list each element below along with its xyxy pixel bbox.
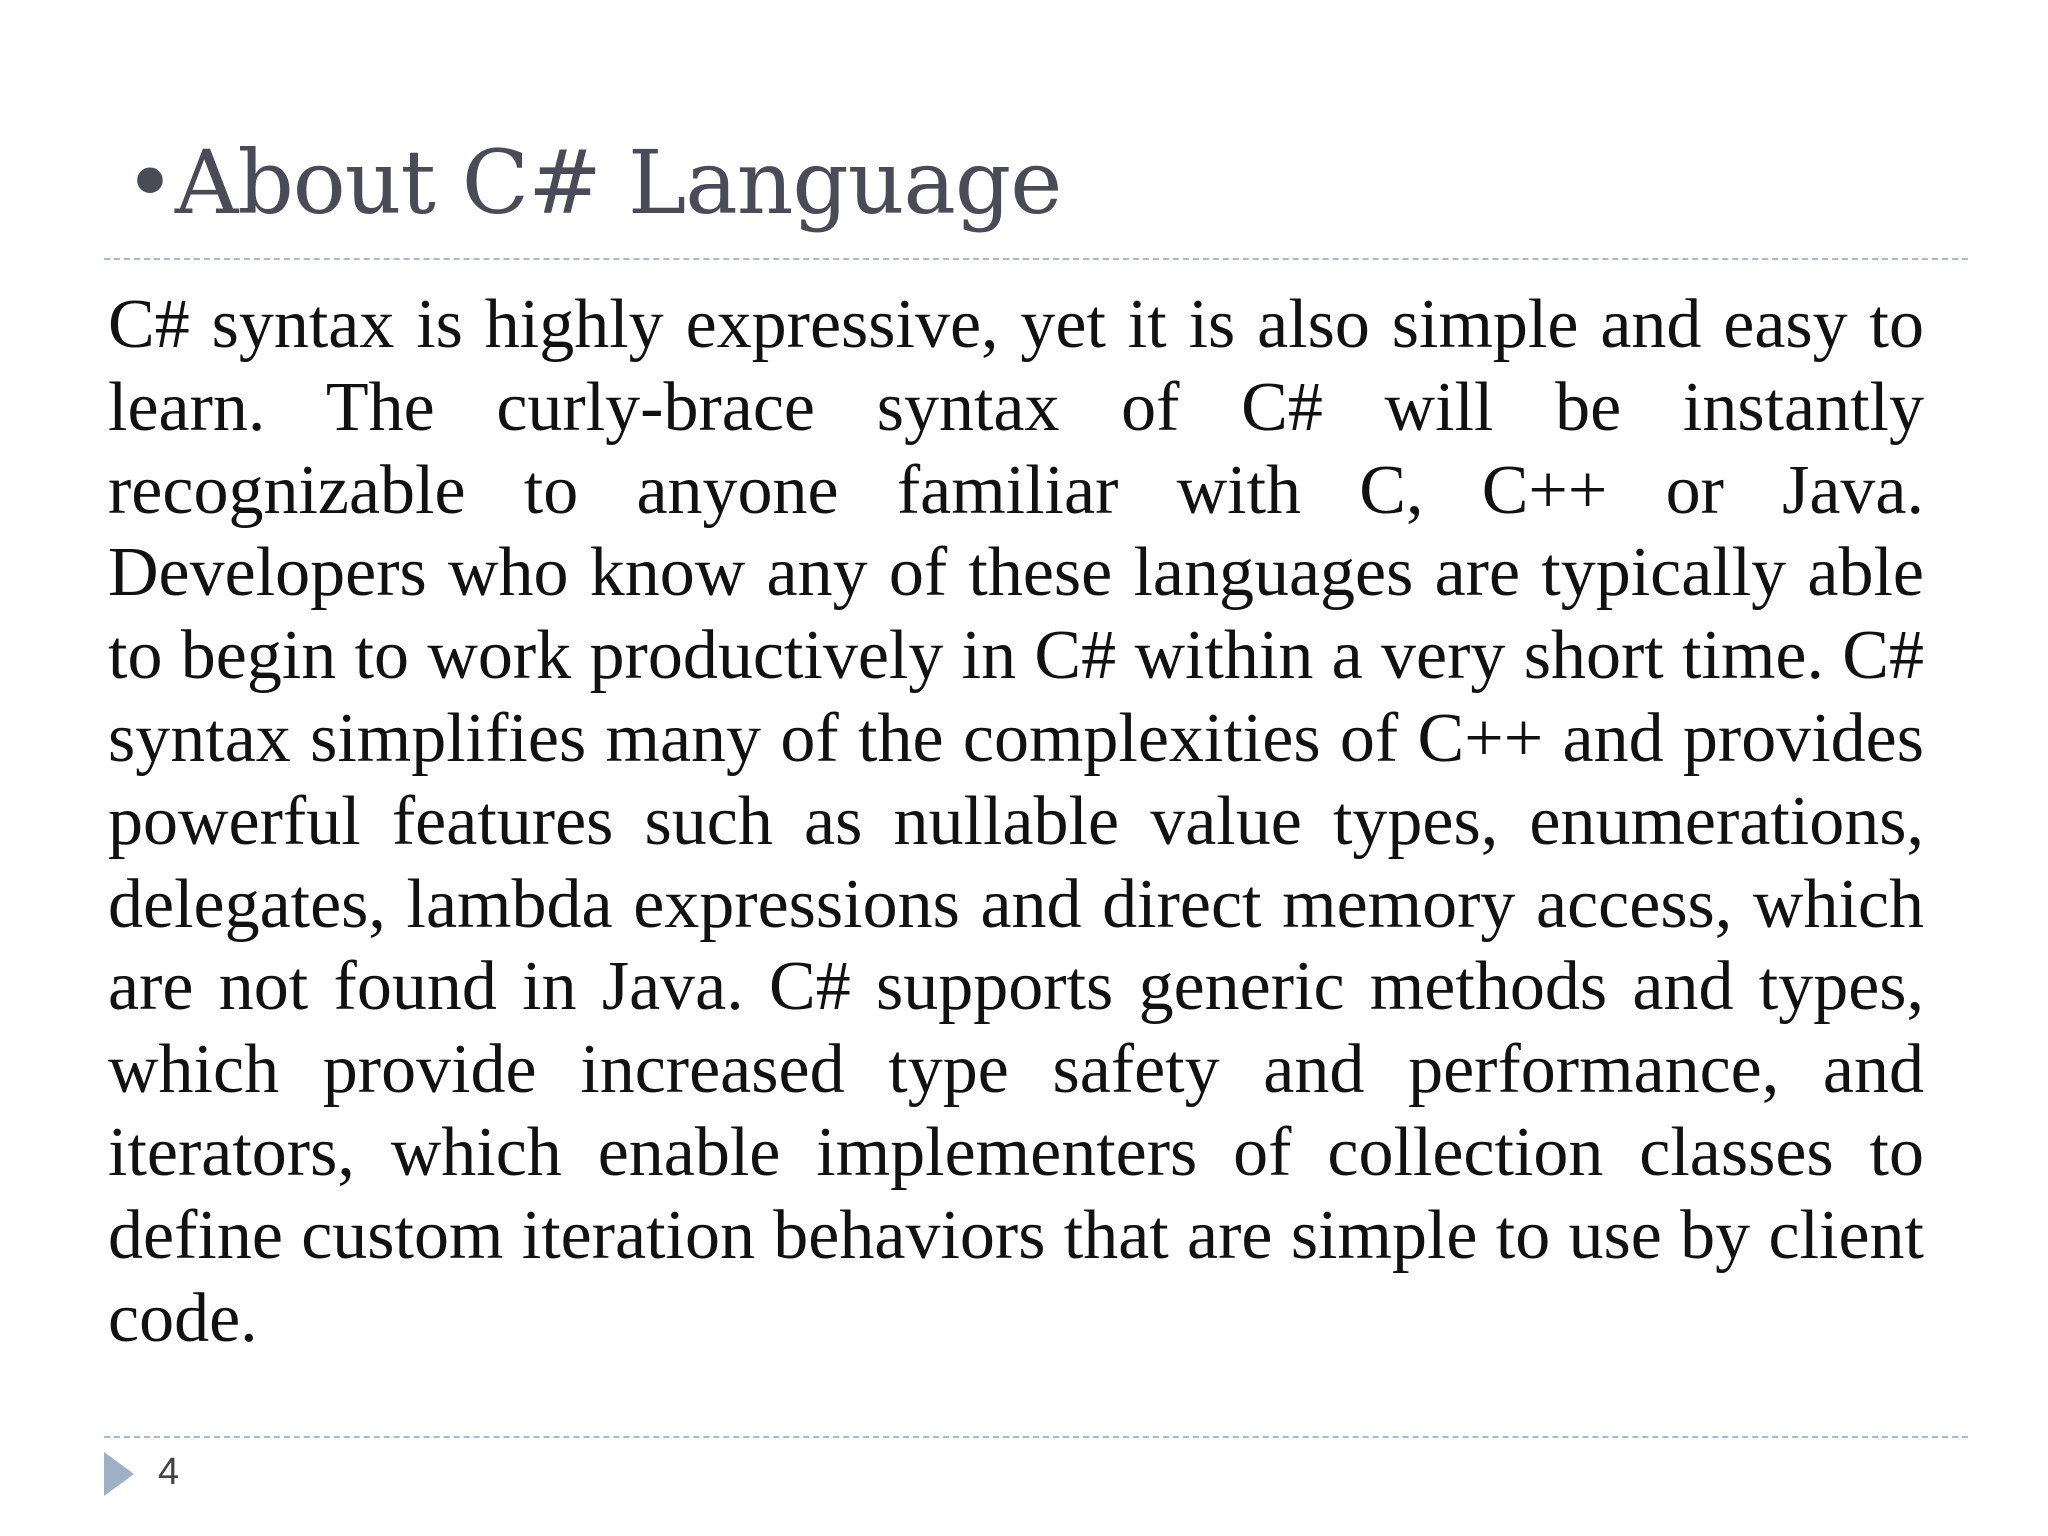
slide-body-text: C# syntax is highly expressive, yet it is also simple and easy to learn. The curly-brace syntax of C# will be instantly recognizable to anyone familiar with C, C++ or Java. Developers who know any of these languages are typically able to begin to work productively in C# within a very short time. C# syntax simplifies many of the complexities of C++ and provides powerful features such as nullable value types, enumerations, delegates, lambda expressions and direct memory access, which are not found in Java. C# supports generic methods and types, which provide increased type safety and performance, and iterators, which enable implementers of collection classes to define custom iteration behaviors that are simple to use by client code.	[108, 286, 1924, 1357]
title-divider	[104, 258, 1968, 260]
slide-title: •About C# Language	[124, 131, 1062, 234]
triangle-right-icon	[104, 1452, 134, 1496]
footer-divider	[104, 1436, 1968, 1438]
page-number: 4	[158, 1451, 180, 1493]
